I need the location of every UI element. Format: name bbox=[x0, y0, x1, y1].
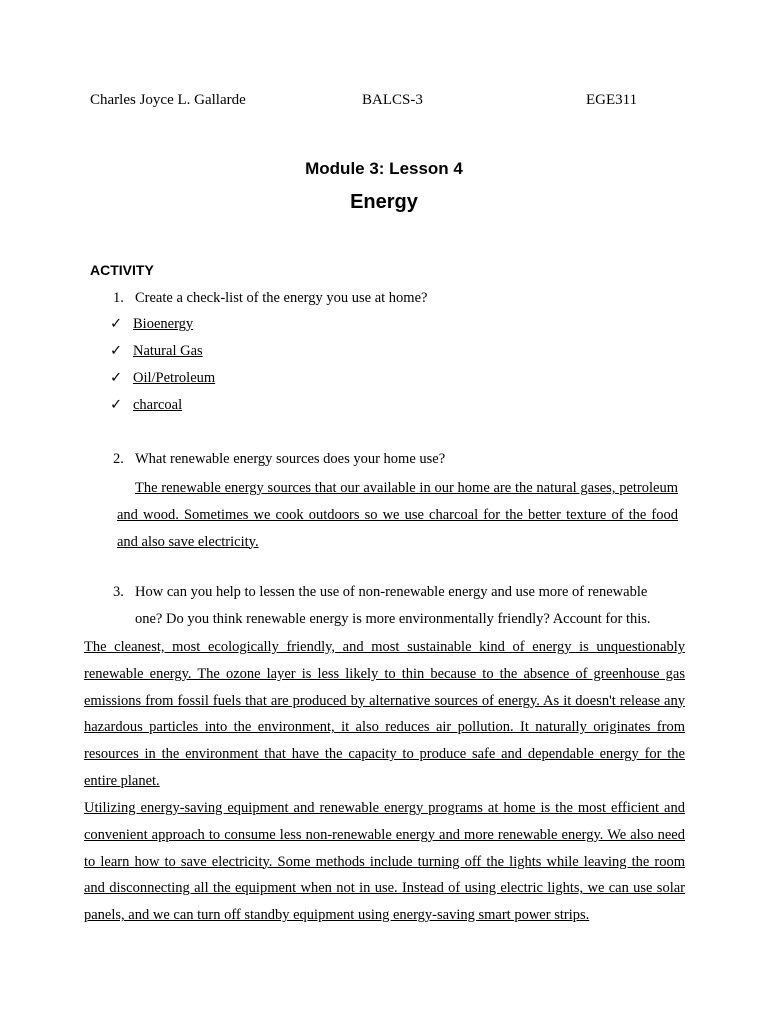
q3-number: 3. bbox=[113, 584, 124, 600]
q2-question: What renewable energy sources does your home use? bbox=[135, 451, 446, 467]
checklist-item-label: Natural Gas bbox=[133, 343, 203, 359]
student-name: Charles Joyce L. Gallarde bbox=[90, 92, 246, 108]
check-mark-icon: ✓ bbox=[110, 397, 123, 413]
checklist-item bbox=[110, 343, 203, 360]
activity-heading: ACTIVITY bbox=[90, 262, 154, 278]
checklist-item bbox=[110, 316, 193, 333]
module-title: Module 3: Lesson 4 bbox=[305, 159, 463, 178]
q3-answer-paragraph-2: Utilizing energy-saving equipment and renewable energy programs at home is the most efficient and convenient approach to consume less non-renewable energy and more renewable energy. We also need to learn how to save electricity. Some methods include turning off the lights while leaving the room and disconnecting all the equipment when not in use. Instead of using electric lights, we can use solar panels, and we can turn off standby equipment using energy-saving smart power strips. bbox=[84, 800, 685, 924]
check-mark-icon: ✓ bbox=[110, 316, 123, 332]
q1-question: Create a check-list of the energy you use at home? bbox=[135, 290, 428, 306]
check-mark-icon: ✓ bbox=[110, 343, 123, 359]
q3-answer-paragraph-1: The cleanest, most ecologically friendly, and most sustainable kind of energy is unquestionably renewable energy. The ozone layer is less likely to thin because to the absence of greenhouse gas emissions from fossil fuels that are produced by alternative sources of energy. As it doesn't release any hazardous particles into the environment, it also reduces air pollution. It naturally originates from resources in the environment that have the capacity to produce safe and dependable energy for the entire planet. bbox=[84, 639, 685, 789]
q2-answer: The renewable energy sources that our available in our home are the natural gases, petroleum and wood. Sometimes we cook outdoors so we use charcoal for the better texture of the food and also save electricity. bbox=[117, 480, 678, 550]
q1-number: 1. bbox=[113, 290, 124, 306]
course-section: BALCS-3 bbox=[362, 92, 423, 108]
checklist-item bbox=[110, 397, 182, 414]
checklist-item-label: Bioenergy bbox=[133, 316, 194, 332]
topic-title: Energy bbox=[350, 191, 418, 213]
q3-question-line1: How can you help to lessen the use of non-renewable energy and use more of renewable bbox=[135, 584, 648, 600]
q2-number: 2. bbox=[113, 451, 124, 467]
checklist-item-label: charcoal bbox=[133, 397, 183, 413]
check-mark-icon: ✓ bbox=[110, 370, 123, 386]
q3-question-line2: one? Do you think renewable energy is more environmentally friendly? Account for this. bbox=[135, 611, 651, 627]
subject-code: EGE311 bbox=[586, 92, 638, 108]
checklist-item bbox=[110, 370, 215, 387]
checklist-item-label: Oil/Petroleum bbox=[133, 370, 216, 386]
